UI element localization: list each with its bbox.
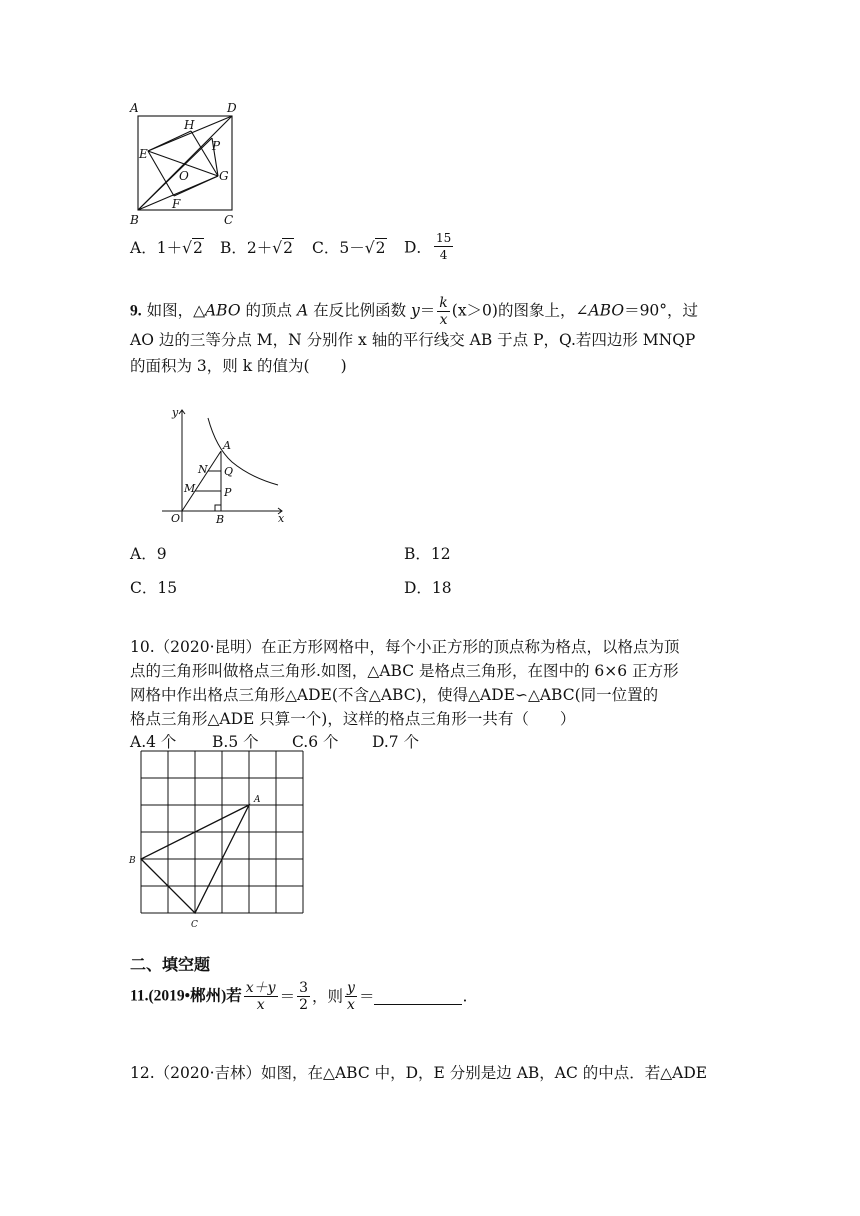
q11-answer-blank[interactable]: [374, 988, 462, 1005]
q8-option-a[interactable]: A．1＋√2: [130, 239, 203, 257]
q12-line-1: 12.（2020·吉林）如图，在△ABC 中，D，E 分别是边 AB，AC 的中点．若△ADE: [130, 1064, 708, 1082]
q10-option-a[interactable]: A.4 个: [130, 733, 177, 751]
q9-label-Q: Q: [224, 465, 234, 478]
q8-label-P: P: [212, 139, 221, 153]
q9-label-P: P: [224, 486, 232, 499]
q9-label-M: M: [184, 482, 196, 495]
q8-label-F: F: [172, 197, 181, 211]
section-fill-in-title: 二、填空题: [130, 955, 211, 974]
q10-label-A: A: [254, 795, 261, 805]
q9-label-B: B: [216, 513, 225, 526]
q8-option-c[interactable]: C．5－√2: [312, 239, 386, 257]
q10-label-C: C: [191, 920, 198, 930]
q10-grid-figure: [126, 748, 310, 932]
q10-line-1: 10.（2020·昆明）在正方形网格中，每个小正方形的顶点称为格点，以格点为顶: [130, 638, 680, 656]
q10-line-2: 点的三角形叫做格点三角形.如图，△ABC 是格点三角形，在图中的 6×6 正方形: [130, 662, 679, 680]
q9-option-a[interactable]: A．9: [130, 545, 167, 563]
q10-line-3: 网格中作出格点三角形△ADE(不含△ABC)，使得△ADE∽△ABC(同一位置的: [130, 686, 659, 704]
q10-option-b[interactable]: B.5 个: [212, 733, 259, 751]
q9-line-3: 的面积为 3，则 k 的值为( ): [130, 357, 347, 375]
q8-label-A: A: [130, 101, 139, 115]
q10-option-d[interactable]: D.7 个: [372, 733, 420, 751]
q9-label-N: N: [198, 463, 208, 476]
q8-label-H: H: [184, 118, 195, 132]
q10-line-4: 格点三角形△ADE 只算一个)，这样的格点三角形一共有（ ）: [130, 710, 576, 728]
q8-label-B: B: [130, 213, 139, 227]
q9-option-d[interactable]: D．18: [404, 579, 452, 597]
q9-label-A: A: [223, 439, 231, 452]
q11-line: 11.(2019•郴州)若 $\frac{x+y}{x}$ ＝ $\frac{3}{2}$ ，则 $\frac{y}{x}$ ＝ .: [130, 980, 468, 1013]
q10-label-B: B: [129, 856, 136, 866]
q8-label-C: C: [224, 213, 234, 227]
q10-option-c[interactable]: C.6 个: [292, 733, 339, 751]
q8-option-b[interactable]: B．2＋√2: [220, 239, 294, 257]
q9-function-figure: [160, 400, 295, 526]
q8-option-d[interactable]: D． $\frac{15}{4}$: [404, 231, 452, 262]
q8-label-D: D: [227, 101, 237, 115]
q8-square-figure: [126, 98, 242, 230]
q9-label-y: y: [172, 406, 179, 419]
q9-option-b[interactable]: B．12: [404, 545, 451, 563]
q9-line-1: 9. 如图，△ABO 的顶点 A 在反比例函数 y＝ $\frac{k}{x}$ (x＞0)的图象上，∠ABO＝90°，过: [130, 295, 699, 328]
q8-label-E: E: [139, 147, 148, 161]
q8-label-O: O: [179, 169, 189, 183]
q9-line-2: AO 边的三等分点 M，N 分别作 x 轴的平行线交 AB 于点 P，Q.若四边形 MNQP: [130, 331, 696, 349]
q9-label-x: x: [278, 512, 285, 525]
q8-label-G: G: [219, 169, 229, 183]
q9-option-c[interactable]: C．15: [130, 579, 178, 597]
q9-label-O: O: [171, 512, 181, 525]
